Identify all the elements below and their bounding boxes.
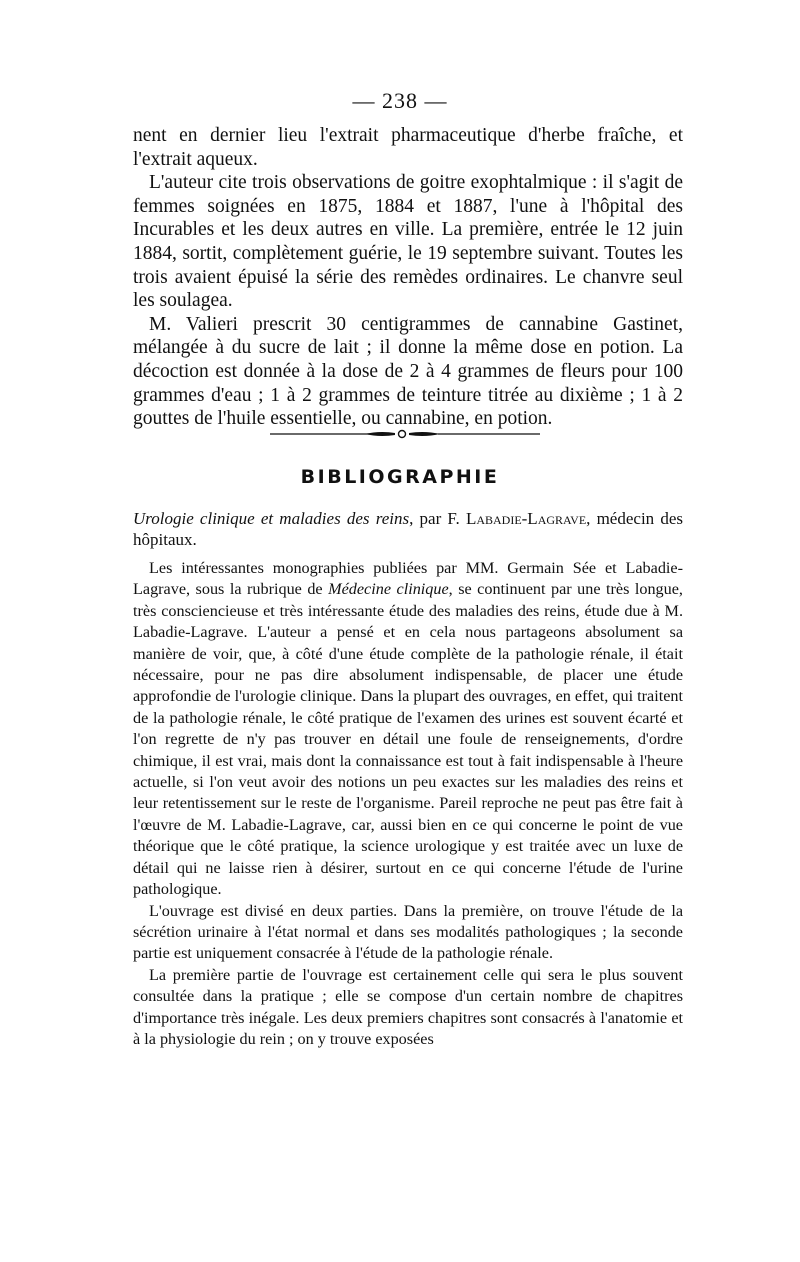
- section-heading: BIBLIOGRAPHIE: [300, 466, 500, 488]
- entry-by: , par F.: [409, 509, 466, 528]
- page-number: — 238 —: [352, 88, 448, 113]
- paragraph: La première partie de l'ouvrage est certainement celle qui sera le plus souvent consultée dans la pratique ; elle se compose d'un certain nombre de chapitres d'importance très inégale. Les deux premiers chapitres sont consacrés à l'anatomie et à la physiologie du rein ; on y trouve exposées: [133, 965, 683, 1048]
- bibliography-entry: [133, 508, 683, 550]
- paragraph: L'ouvrage est divisé en deux parties. Dans la première, on trouve l'étude de la sécrétion urinaire à l'état normal et dans ses modalités pathologiques ; la seconde partie est uniquement consacrée à l'étude de la pathologie rénale.: [133, 901, 683, 963]
- paragraph: nent en dernier lieu l'extrait pharmaceutique d'herbe fraîche, et l'extrait aqueux.: [133, 125, 683, 170]
- article-text: [133, 124, 683, 431]
- bibliography-section: [133, 508, 683, 1050]
- paragraph: M. Valieri prescrit 30 centigrammes de cannabine Gastinet, mélangée à du sucre de lait ; il donne la même dose en potion. La décoction est donnée à la dose de 2 à 4 grammes de fleurs pour 100 grammes d'eau ; 1 à 2 grammes de teinture titrée au dixième ; 1 à 2 gouttes de l'huile essentielle, ou cannabine, en potion.: [133, 313, 683, 430]
- text-run: , se continuent par une très longue, très consciencieuse et très intéressante étude des maladies des reins, étude due à M. Labadie-Lagrave. L'auteur a pensé et en cela nous partageons absolument sa manière de voir, que, à côté d'une étude complète de la pathologie rénale, il était nécessaire, pour ne pas dire absolument indispensable, de placer une étude approfondie de l'urologie clinique. Dans la plupart des ouvrages, en effet, qui traitent de la pathologie rénale, le côté pratique de l'examen des urines est souvent écarté et l'on regrette de n'y pas trouver en détail une foule de renseignements, d'ordre chimique, il est vrai, mais dont la connaissance est tout à fait indispensable à l'heure actuelle, si l'on veut avoir des notions un peu exactes sur les maladies des reins et leur retentissement sur le reste de l'organisme. Pareil reproche ne peut pas être fait à l'œuvre de M. Labadie-Lagrave, car, aussi bien en ce qui concerne le point de vue théorique que le côté pratique, la science urologique y est traitée avec un luxe de détail qui ne laisse rien à désirer, surtout en ce qui concerne l'étude de l'urine pathologique.: [133, 580, 683, 899]
- paragraph: [133, 558, 683, 901]
- text-run-italic: Médecine clinique: [328, 580, 449, 599]
- entry-author: Labadie-Lagrave: [465, 509, 587, 528]
- text-run: Les intéressantes monographies publiées par MM. Germain Sée et Labadie-Lagrave, sous la rubrique de: [133, 559, 683, 599]
- book-title: Urologie clinique et maladies des reins: [133, 509, 410, 528]
- paragraph: L'auteur cite trois observations de goitre exophtalmique : il s'agit de femmes soignées en 1875, 1884 et 1887, l'une à l'hôpital des Incurables et les deux autres en ville. La première, entrée le 12 juin 1884, sortit, complètement guérie, le 19 septembre suivant. Toutes les trois avaient épuisé la série des remèdes ordinaires. Le chanvre seul les soulagea.: [133, 172, 683, 312]
- entry-rest: , médecin des hôpitaux.: [133, 509, 684, 549]
- ornament-divider: [270, 428, 540, 440]
